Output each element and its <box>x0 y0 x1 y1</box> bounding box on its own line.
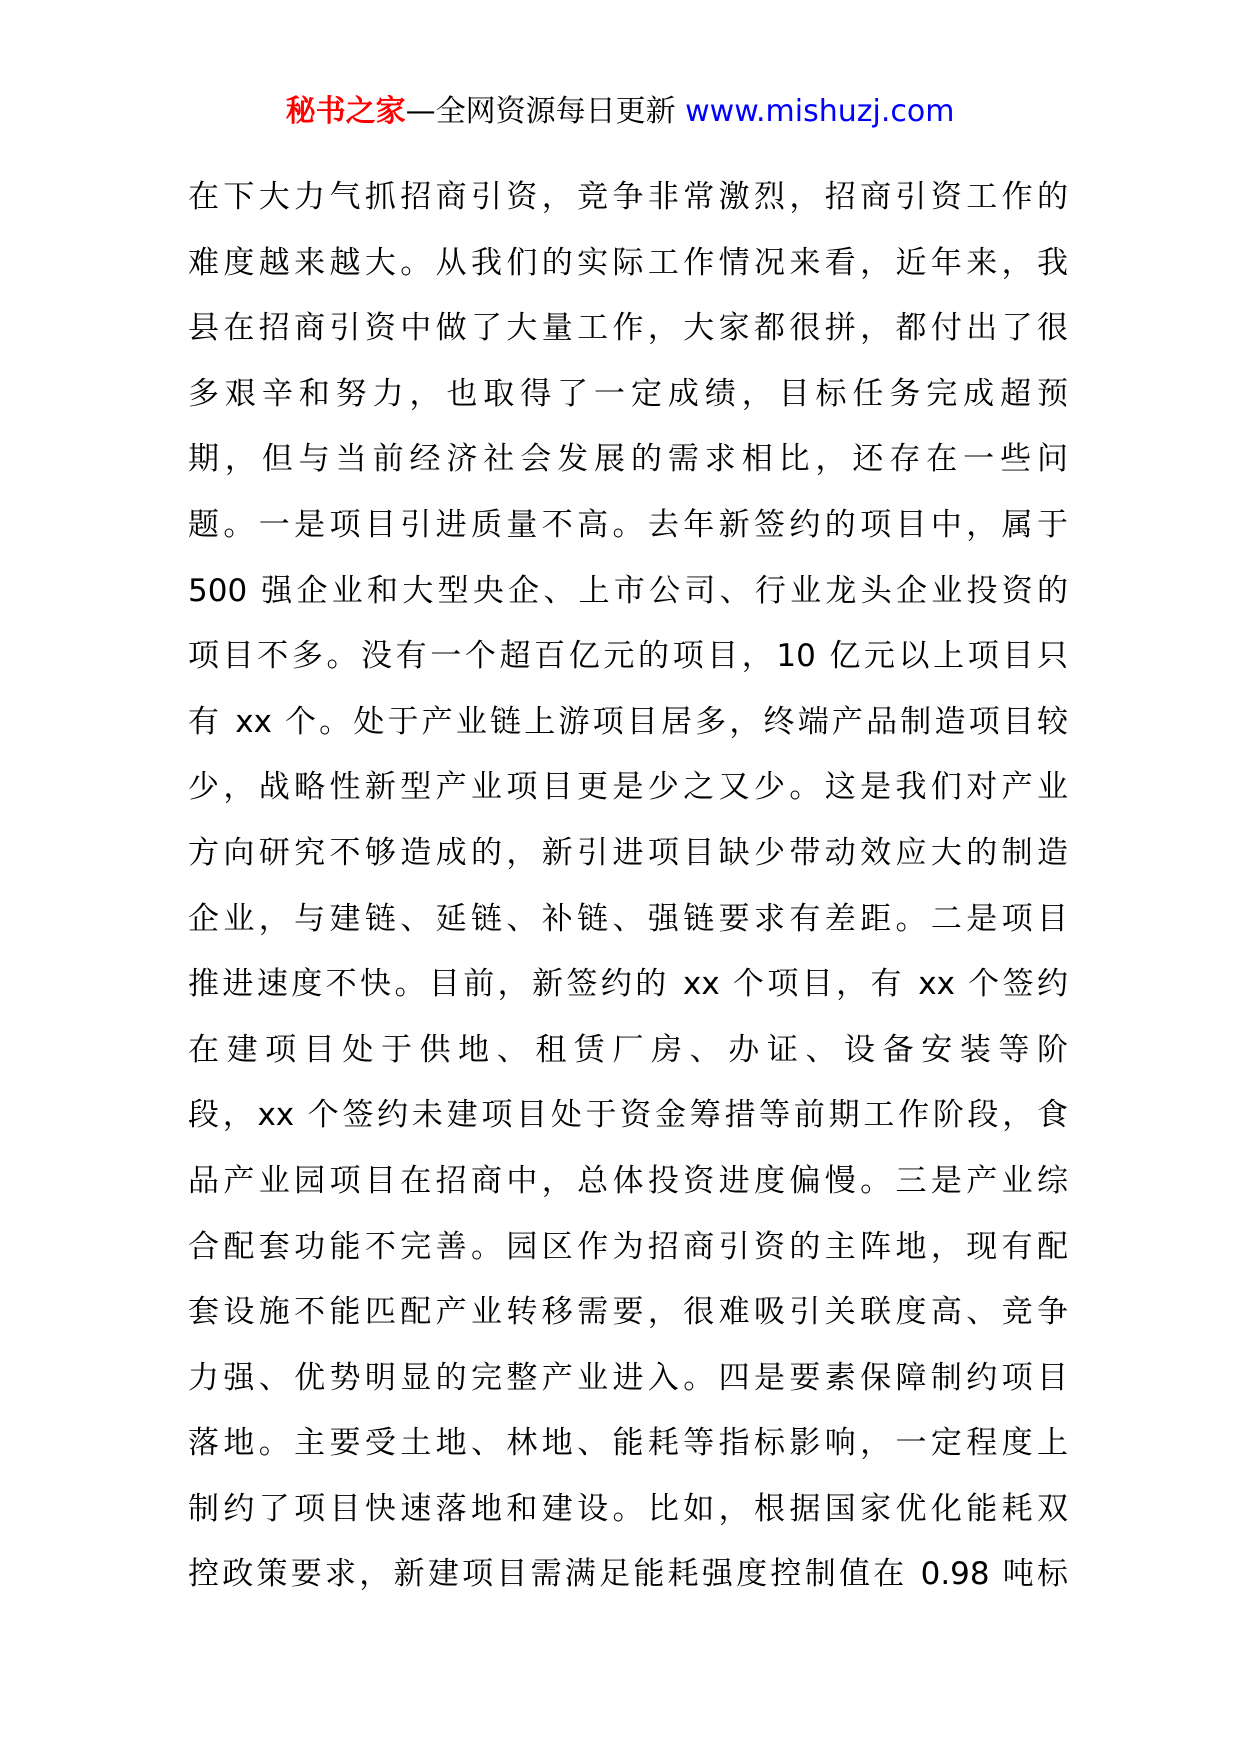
text-line: 县在招商引资中做了大量工作，大家都很拼，都付出了很 <box>188 310 1068 347</box>
text-line: 难度越来越大。从我们的实际工作情况来看，近年来，我 <box>188 244 1068 281</box>
text-line: 项目不多。没有一个超百亿元的项目，10 亿元以上项目只 <box>188 638 1068 675</box>
text-line: 企业，与建链、延链、补链、强链要求有差距。二是项目 <box>188 900 1068 937</box>
text-line: 力强、优势明显的完整产业进入。四是要素保障制约项目 <box>188 1359 1068 1396</box>
text-line: 落地。主要受土地、林地、能耗等指标影响，一定程度上 <box>188 1425 1068 1462</box>
site-brand: 秘书之家 <box>285 94 406 129</box>
text-line: 少，战略性新型产业项目更是少之又少。这是我们对产业 <box>188 769 1068 806</box>
text-line: 控政策要求，新建项目需满足能耗强度控制值在 0.98 吨标 <box>188 1556 1068 1593</box>
site-slogan: —全网资源每日更新 <box>405 94 686 129</box>
text-line: 制约了项目快速落地和建设。比如，根据国家优化能耗双 <box>188 1490 1068 1527</box>
page-header <box>0 92 1240 132</box>
text-line: 合配套功能不完善。园区作为招商引资的主阵地，现有配 <box>188 1228 1068 1265</box>
text-line: 多艰辛和努力，也取得了一定成绩，目标任务完成超预 <box>188 375 1068 412</box>
text-line: 500 强企业和大型央企、上市公司、行业龙头企业投资的 <box>188 572 1068 609</box>
text-line: 题。一是项目引进质量不高。去年新签约的项目中，属于 <box>188 506 1068 543</box>
text-line: 段，xx 个签约未建项目处于资金筹措等前期工作阶段，食 <box>188 1097 1068 1134</box>
text-line: 期，但与当前经济社会发展的需求相比，还存在一些问 <box>188 441 1068 478</box>
text-line: 有 xx 个。处于产业链上游项目居多，终端产品制造项目较 <box>188 703 1068 740</box>
text-line: 品产业园项目在招商中，总体投资进度偏慢。三是产业综 <box>188 1162 1068 1199</box>
text-line: 方向研究不够造成的，新引进项目缺少带动效应大的制造 <box>188 834 1068 871</box>
text-line: 在建项目处于供地、租赁厂房、办证、设备安装等阶 <box>188 1031 1068 1068</box>
document-body <box>188 165 1068 1608</box>
text-line: 套设施不能匹配产业转移需要，很难吸引关联度高、竞争 <box>188 1294 1068 1331</box>
text-line: 推进速度不快。目前，新签约的 xx 个项目，有 xx 个签约 <box>188 966 1068 1003</box>
text-line: 在下大力气抓招商引资，竞争非常激烈，招商引资工作的 <box>188 179 1068 215</box>
site-url-link[interactable]: www.mishuzj.com <box>685 94 955 129</box>
